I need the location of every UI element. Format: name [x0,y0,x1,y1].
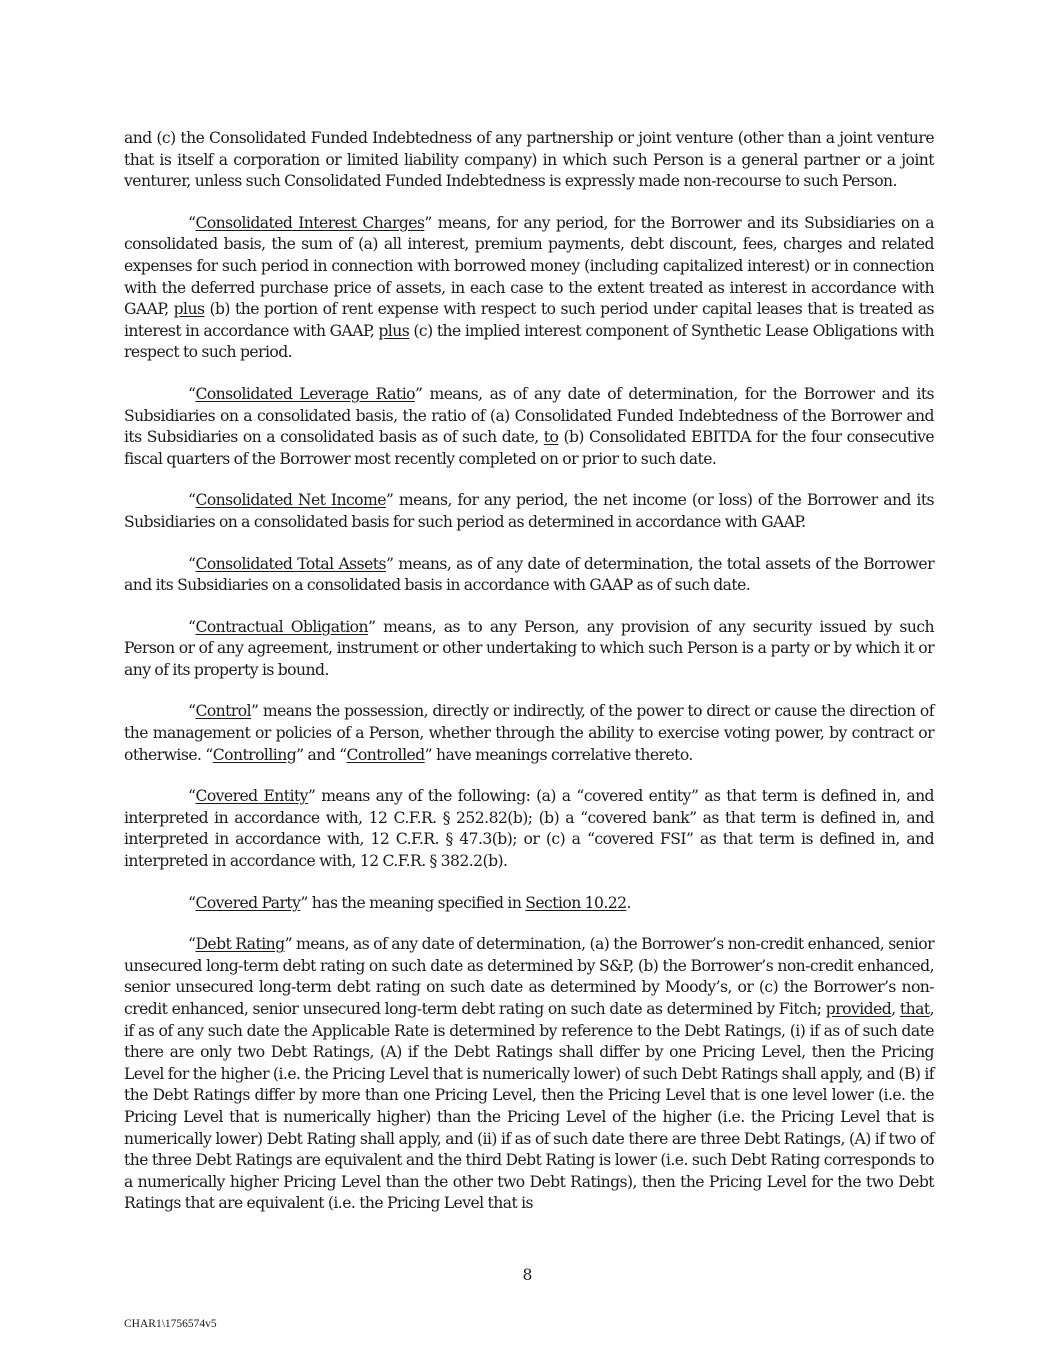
definition-text: (c) the implied interest component of Synthetic Lease Obligations with respect to such period. [124,321,934,362]
definition-consolidated-net-income [124,490,934,533]
definition-consolidated-leverage-ratio [124,384,934,470]
defined-term: Contractual Obligation [195,617,368,636]
definition-covered-party [124,893,934,915]
section-reference: Section 10.22 [525,893,627,912]
definition-text: ” means, as of any date of determination, the total assets of the Borrower and its Subsidiaries on a consolidated basis in accordance with GAAP as of such date. [124,554,934,595]
page-number: 8 [522,1266,533,1284]
definition-text: ” means the possession, directly or indirectly, of the power to direct or cause the direction of the management or policies of a Person, whether through the ability to exercise voting power, by contract or otherwise. “ [124,702,934,764]
open-quote: “ [188,554,196,573]
defined-term: Consolidated Interest Charges [195,213,425,232]
definition-text: (b) the portion of rent expense with respect to such period under capital leases that is treated as interest in accordance with GAAP, [124,300,934,340]
definition-debt-rating [124,934,934,1215]
paragraph-text: and (c) the Consolidated Funded Indebtedness of any partnership or joint venture (other than a joint venture that is itself a corporation or limited liability company) in which such Person is a general partner or a joint venturer, unless such Consolidated Funded Indebtedness is expressly made non-recourse to such Person. [124,129,934,191]
defined-term: Consolidated Total Assets [195,554,386,573]
definition-text: , if as of any such date the Applicable Rate is determined by reference to the Debt Ratings, (i) if as of such date there are only two Debt Ratings, (A) if the Debt Ratings shall differ by one Pricing Level, then the Pricing Level for the higher (i.e. the Pricing Level that is numerically lower) of such Debt Ratings shall apply, and (B) if the Debt Ratings differ by more than one Pricing Level, then the Pricing Level that is one level lower (i.e. the Pricing Level that is numerically higher) than the Pricing Level of the higher (i.e. the Pricing Level that is numerically lower) Debt Rating shall apply, and (ii) if as of such date there are three Debt Ratings, (A) if two of the three Debt Ratings are equivalent and the third Debt Rating is lower (i.e. such Debt Rating corresponds to a numerically higher Pricing Level than the other two Debt Ratings), then the Pricing Level for the two Debt Ratings that are equivalent (i.e. the Pricing Level that is [124,1000,934,1213]
plus-keyword: plus [378,321,410,340]
definition-text: ” means, for any period, for the Borrower and its Subsidiaries on a consolidated basis, the sum of (a) all interest, premium payments, debt discount, fees, charges and related expenses for such period in connection with borrowed money (including capitalized interest) or in connection with the deferred purchase price of assets, in each case to the extent treated as interest in accordance with GAAP, [124,213,934,319]
definition-text: , [891,1000,900,1018]
paragraph-consolidated-funded-indebtedness-continued [124,128,934,193]
to-keyword: to [543,428,559,447]
provided-keyword: provided [825,1000,892,1018]
definition-contractual-obligation [124,617,934,682]
defined-term: Covered Entity [195,787,308,806]
definition-text: ” and “ [296,745,347,764]
definition-text: ” means, for any period, the net income (or loss) of the Borrower and its Subsidiaries on a consolidated basis for such period as determined in accordance with GAAP. [124,491,935,531]
open-quote: “ [188,384,196,403]
definition-text: ” means any of the following: (a) a “covered entity” as that term is defined in, and interpreted in accordance with, 12 C.F.R. § 252.82(b); (b) a “covered bank” as that term is defined in, and interpreted in accordance with, 12 C.F.R. § 47.3(b); or (c) a “covered FSI” as that term is defined in, and interpreted in accordance with, 12 C.F.R. § 382.2(b). [124,787,934,871]
document-id: CHAR1\1756574v5 [124,1318,217,1330]
defined-term: Controlled [346,745,425,764]
defined-term: Controlling [212,745,297,764]
plus-keyword: plus [173,300,205,319]
open-quote: “ [188,787,196,806]
definition-control [124,701,934,766]
definition-text: (b) Consolidated EBITDA for the four consecutive fiscal quarters of the Borrower most recently completed on or prior to such date. [124,428,935,468]
open-quote: “ [188,893,196,912]
open-quote: “ [188,617,196,636]
open-quote: “ [188,702,196,721]
defined-term: Consolidated Leverage Ratio [195,384,415,403]
open-quote: “ [188,935,196,954]
definition-text: ” means, as of any date of determination, (a) the Borrower’s non-credit enhanced, senior unsecured long-term debt rating on such date as determined by S&P, (b) the Borrower’s non-credit enhanced, senior unsecured long-term debt rating on such date as determined by Moody’s, or (c) the Borrower’s non-credit enhanced, senior unsecured long-term debt rating on such date as determined by Fitch; [124,935,934,1018]
definition-text: ” means, as of any date of determination, for the Borrower and its Subsidiaries on a consolidated basis, the ratio of (a) Consolidated Funded Indebtedness of the Borrower and its Subsidiaries on a consolidated basis as of such date, [124,384,934,447]
open-quote: “ [188,491,196,510]
defined-term: Covered Party [195,893,301,912]
defined-term: Debt Rating [195,935,285,954]
definition-text: . [626,893,631,912]
definition-consolidated-total-assets [124,554,934,597]
definition-consolidated-interest-charges [124,213,934,364]
definition-text: ” have meanings correlative thereto. [424,745,693,764]
definition-covered-entity [124,786,934,872]
definition-text: ” has the meaning specified in [300,893,526,912]
document-body [124,128,934,1235]
that-keyword: that [899,1000,930,1018]
definition-text: ” means, as to any Person, any provision of any security issued by such Person or of any agreement, instrument or other undertaking to which such Person is a party or by which it or any of its property is bound. [124,617,934,679]
defined-term: Control [195,702,252,721]
open-quote: “ [188,213,196,232]
defined-term: Consolidated Net Income [195,491,386,510]
